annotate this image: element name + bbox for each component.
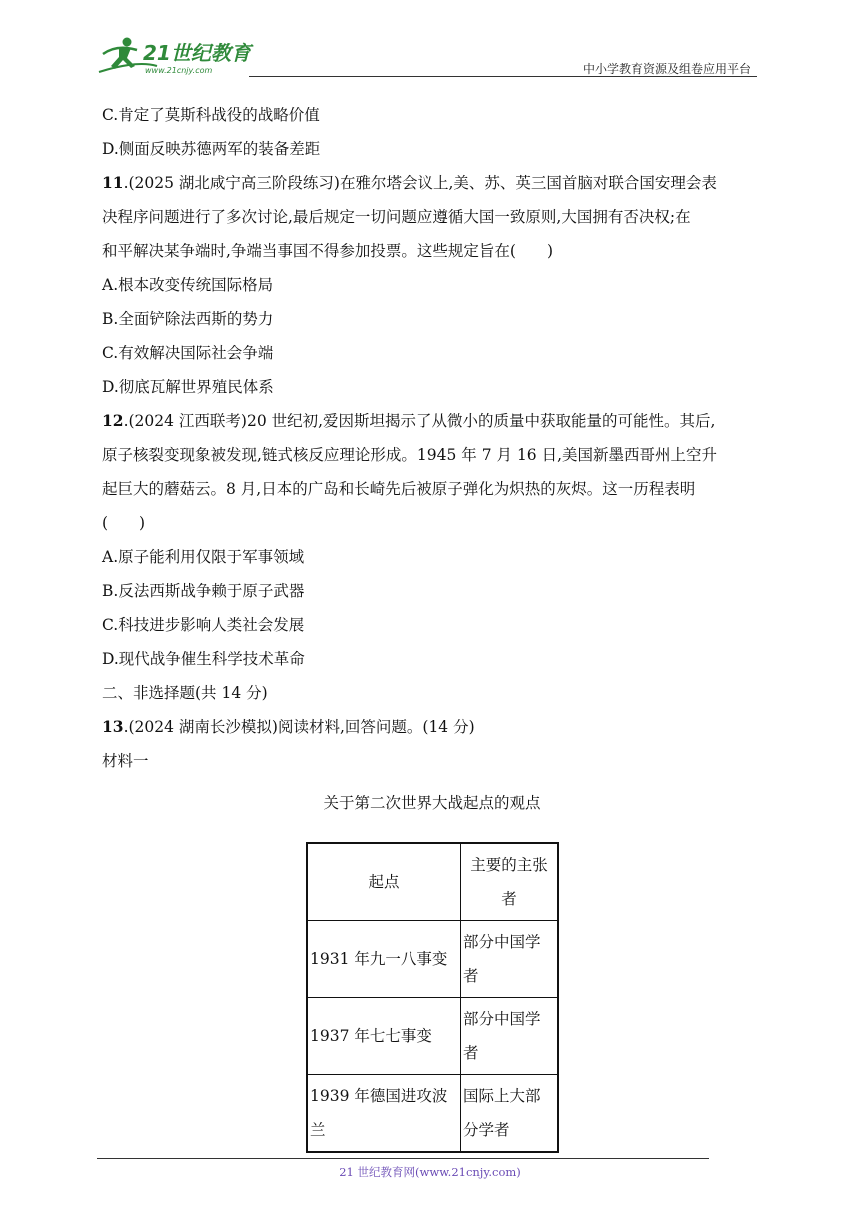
table-header-cell: 起点	[307, 843, 461, 921]
q10-option-c: C.肯定了莫斯科战役的战略价值	[102, 106, 320, 124]
q12-stem	[102, 404, 762, 438]
q11-text-2: 决程序问题进行了多次讨论,最后规定一切问题应遵循大国一致原则,大国拥有否决权;在	[102, 208, 691, 226]
table-cell: 1939 年德国进攻波兰	[307, 1075, 461, 1153]
viewpoint-table	[306, 842, 559, 1153]
logo-url: www.21cnjy.com	[145, 66, 213, 75]
q13-number: 13	[102, 717, 124, 736]
table-header-row	[307, 843, 558, 921]
q12-text-3: 起巨大的蘑菇云。8 月,日本的广岛和长崎先后被原子弹化为炽热的灰烬。这一历程表明	[102, 480, 696, 498]
q12-text-4: ( )	[102, 514, 146, 532]
header-tagline: 中小学教育资源及组卷应用平台	[582, 62, 751, 76]
q11-option-c: C.有效解决国际社会争端	[102, 344, 274, 362]
table-cell: 部分中国学者	[461, 998, 559, 1075]
question-content	[102, 98, 762, 820]
table-row	[307, 921, 558, 998]
table-header-cell: 主要的主张者	[461, 843, 559, 921]
q12-option-b: B.反法西斯战争赖于原子武器	[102, 582, 305, 600]
q13-stem	[102, 710, 762, 744]
table-cell: 部分中国学者	[461, 921, 559, 998]
footer-divider	[97, 1158, 709, 1159]
q11-text-1: .(2025 湖北咸宁高三阶段练习)在雅尔塔会议上,美、苏、英三国首脑对联合国安理会表	[123, 174, 717, 192]
q12-option-c: C.科技进步影响人类社会发展	[102, 616, 305, 634]
q11-stem	[102, 166, 762, 200]
q13-text: .(2024 湖南长沙模拟)阅读材料,回答问题。(14 分)	[123, 718, 475, 736]
table-caption: 关于第二次世界大战起点的观点	[323, 794, 541, 812]
page-footer: 21 世纪教育网(www.21cnjy.com)	[339, 1165, 521, 1179]
q12-text-2: 原子核裂变现象被发现,链式核反应理论形成。1945 年 7 月 16 日,美国新墨西哥州上空升	[102, 446, 718, 464]
q12-number: 12	[102, 411, 124, 430]
header-divider	[249, 76, 757, 77]
site-logo	[97, 36, 257, 76]
q11-number: 11	[102, 173, 124, 192]
q10-option-d: D.侧面反映苏德两军的装备差距	[102, 140, 321, 158]
section-heading: 二、非选择题(共 14 分)	[102, 684, 268, 702]
q11-option-a: A.根本改变传统国际格局	[102, 276, 274, 294]
table-cell: 1937 年七七事变	[307, 998, 461, 1075]
q11-option-b: B.全面铲除法西斯的势力	[102, 310, 274, 328]
q11-text-3: 和平解决某争端时,争端当事国不得参加投票。这些规定旨在( )	[102, 242, 554, 260]
page-header	[97, 32, 757, 78]
q11-option-d: D.彻底瓦解世界殖民体系	[102, 378, 274, 396]
material-label: 材料一	[102, 752, 149, 770]
table-row	[307, 998, 558, 1075]
table-cell: 国际上大部分学者	[461, 1075, 559, 1153]
table-row	[307, 1075, 558, 1153]
q12-option-a: A.原子能利用仅限于军事领域	[102, 548, 305, 566]
q12-text-1: .(2024 江西联考)20 世纪初,爱因斯坦揭示了从微小的质量中获取能量的可能性。其后,	[123, 412, 716, 430]
q12-option-d: D.现代战争催生科学技术革命	[102, 650, 305, 668]
logo-text: 21世纪教育	[143, 41, 251, 65]
table-cell: 1931 年九一八事变	[307, 921, 461, 998]
